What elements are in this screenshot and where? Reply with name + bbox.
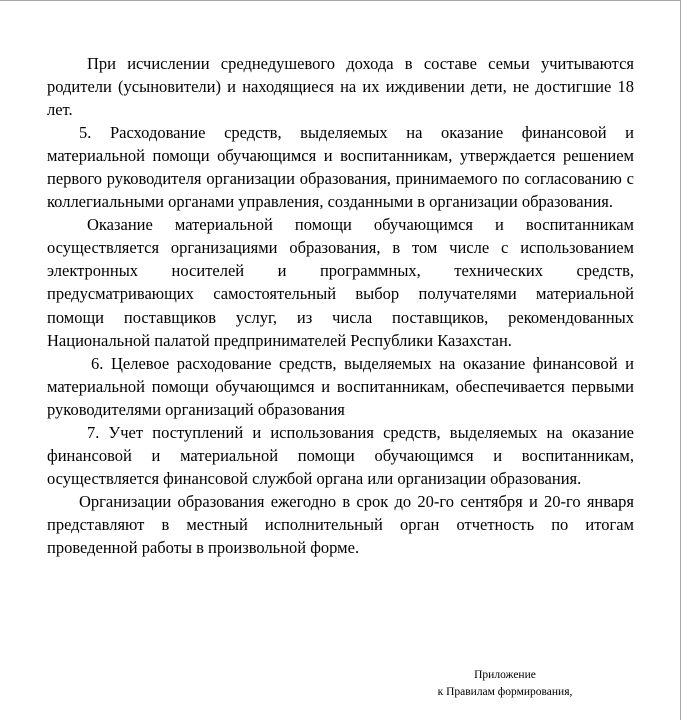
paragraph-item-6: 6. Целевое расходование средств, выделяемых на оказание финансовой и материальной помощи обучающимся и воспитанникам, обеспечивается первыми руководителями организаций образования bbox=[47, 353, 634, 419]
paragraph-item-7: 7. Учет поступлений и использования средств, выделяемых на оказание финансовой и материальной помощи обучающимся и воспитанникам, осуществляется финансовой службой органа или организации образования. bbox=[47, 422, 634, 488]
appendix-title: Приложение bbox=[474, 669, 536, 681]
appendix-subtitle: к Правилам формирования, bbox=[437, 686, 573, 698]
paragraph-material-aid: Оказание материальной помощи обучающимся и воспитанникам осуществляется организациями образования, в том числе с использованием электронных носителей и программных, технических средств, предусматривающих самостоятельный выбор получателями материальной помощи поставщиков услуг, из числа поставщиков, рекомендованных Национальной палатой предпринимателей Республики Казахстан. bbox=[47, 215, 634, 350]
paragraph-income-calculation: При исчислении среднедушевого дохода в составе семьи учитываются родители (усыновители) и находящиеся на их иждивении дети, не достигшие 18 лет. bbox=[47, 54, 634, 120]
paragraph-reporting: Организации образования ежегодно в срок до 20-го сентября и 20-го января представляют в местный исполнительный орган отчетность по итогам проведенной работы в произвольной форме. bbox=[47, 491, 634, 557]
paragraph-item-5: 5. Расходование средств, выделяемых на оказание финансовой и материальной помощи обучающимся и воспитанникам, утверждается решением первого руководителя организации образования, принимаемого по согласованию с коллегиальными органами управления, созданными в организации образования. bbox=[47, 123, 634, 212]
document-body bbox=[47, 52, 634, 559]
page-border-top bbox=[0, 0, 681, 1]
appendix-header bbox=[400, 667, 610, 701]
